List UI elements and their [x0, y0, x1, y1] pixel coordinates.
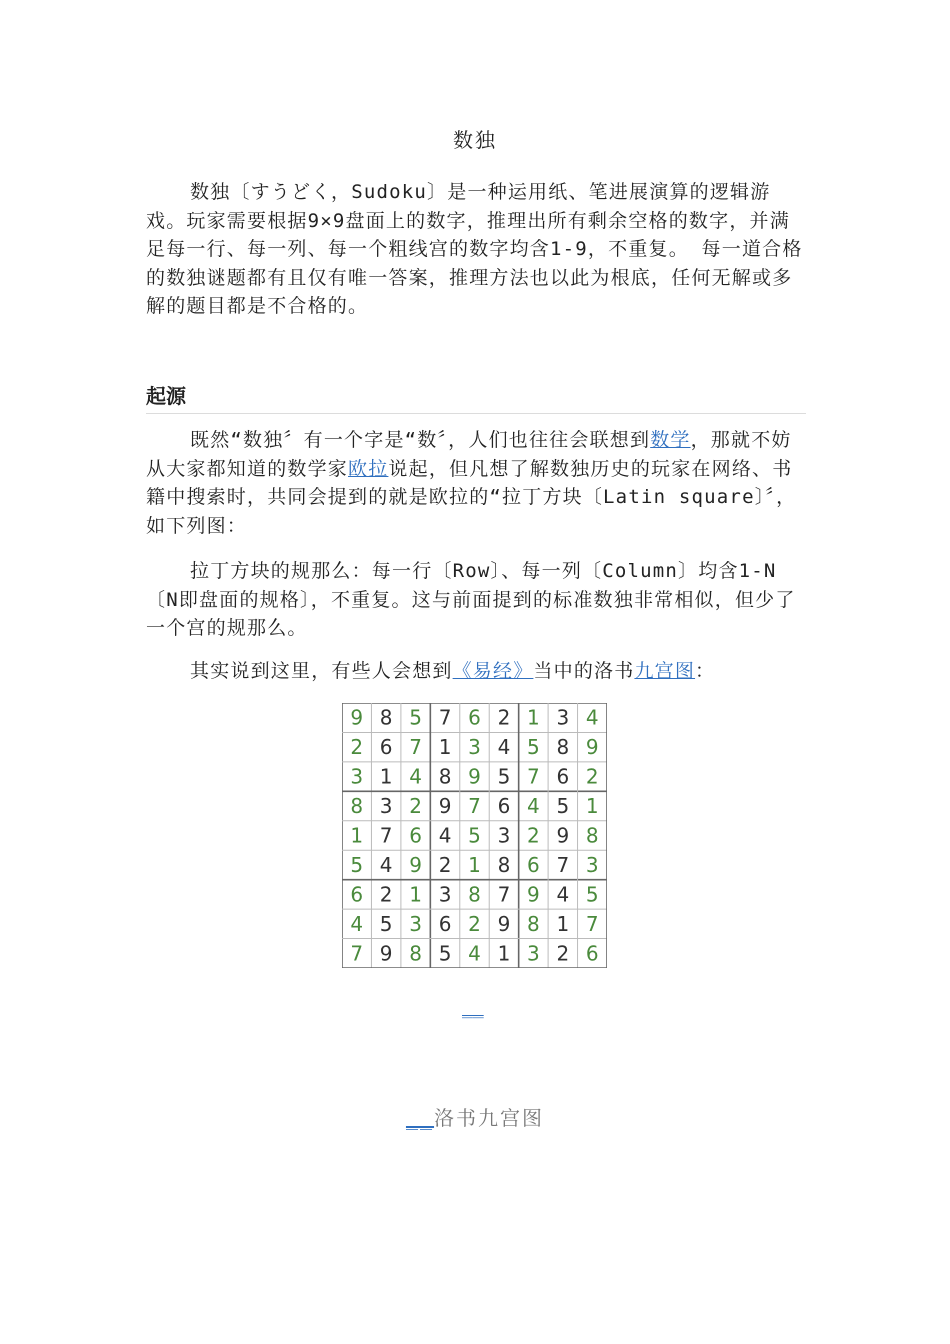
grid-cell-value: 3 [497, 823, 511, 848]
grid-cell-value: 3 [556, 705, 570, 730]
luoshu-text-1: 其实说到这里，有些人会想到 [190, 660, 453, 682]
grid-cell-value: 7 [438, 705, 452, 730]
origin-text-1: 既然“数独〞有一个字是“数〞，人们也往往会联想到 [190, 429, 651, 451]
intro-paragraph: 数独〔すうどく，Sudoku〕是一种运用纸、笔进展演算的逻辑游戏。玩家需要根据9×9盘面上的数字，推理出所有剩余空格的数字，并满足每一行、每一列、每一个粗线宫的数字均含1-9，不重复。 每一道合格的数独谜题都有且仅有唯一答案，推理方法也以此为根底，任何无解或多解的题目都是不合格的。 [146, 181, 803, 317]
section-divider [146, 413, 806, 414]
grid-cell-value: 7 [497, 882, 511, 907]
grid-cell-value: 6 [527, 852, 540, 877]
grid-cell-value: 3 [527, 941, 540, 966]
grid-cell-value: 4 [379, 852, 393, 877]
grid-cell-value: 8 [585, 823, 599, 848]
grid-cell-value: 3 [379, 794, 393, 819]
grid-cell-value: 2 [497, 705, 511, 730]
grid-cell-value: 1 [409, 882, 422, 907]
grid-cell-value: 2 [527, 823, 540, 848]
grid-cell-value: 8 [527, 911, 540, 936]
grid-cell-value: 5 [438, 941, 452, 966]
grid-cell-value: 1 [438, 735, 452, 760]
sudoku-grid [342, 703, 607, 968]
grid-cell-value: 4 [585, 705, 599, 730]
grid-cell-value: 9 [585, 735, 599, 760]
grid-cell-value: 5 [409, 705, 422, 730]
grid-cell-value: 1 [585, 794, 599, 819]
grid-cell-value: 3 [409, 911, 422, 936]
grid-cell-value: 6 [468, 705, 481, 730]
grid-cell-value: 9 [527, 882, 540, 907]
sudoku-grid-image [342, 703, 607, 968]
grid-cell-value: 6 [409, 823, 422, 848]
origin-paragraph [146, 426, 808, 540]
grid-cell-value: 9 [379, 941, 393, 966]
grid-cell-value: 8 [556, 735, 570, 760]
grid-cell-value: 9 [497, 911, 511, 936]
grid-cell-value: 5 [556, 794, 570, 819]
grid-cell-value: 1 [527, 705, 540, 730]
grid-cell-value: 7 [527, 764, 540, 789]
grid-cell-value: 5 [497, 764, 511, 789]
yijing-link[interactable]: 《易经》 [452, 660, 534, 682]
grid-cell-value: 4 [556, 882, 570, 907]
grid-cell-value: 8 [350, 794, 364, 819]
grid-cell-value: 1 [497, 941, 511, 966]
grid-cell-value: 1 [350, 823, 364, 848]
grid-cell-value: 6 [438, 911, 452, 936]
grid-cell-value: 7 [556, 852, 570, 877]
section-heading: 起源 [146, 384, 186, 408]
grid-cell-value: 7 [409, 735, 422, 760]
grid-cell-value: 2 [379, 882, 393, 907]
grid-cell-value: 2 [350, 735, 364, 760]
figure-caption [0, 1102, 950, 1131]
caption-link[interactable]: __ [405, 1106, 435, 1130]
grid-cell-value: 6 [556, 764, 570, 789]
latin-rule-paragraph: 拉丁方块的规那么：每一行〔Row〕、每一列〔Column〕均含1-N〔N即盘面的规格〕，不重复。这与前面提到的标准数独非常相似，但少了一个宫的规那么。 [146, 560, 796, 639]
grid-cell-value: 7 [350, 941, 364, 966]
image-link[interactable]: __ [462, 998, 484, 1019]
luoshu-text-3: ： [695, 660, 716, 682]
grid-cell-value: 1 [379, 764, 393, 789]
grid-cell-value: 4 [497, 735, 511, 760]
origin-text-2: ，那就不妨从大家都知道的数学家 [146, 429, 792, 480]
caption-text: 洛书九宫图 [434, 1106, 545, 1130]
grid-cell-value: 4 [409, 764, 422, 789]
grid-cell-value: 2 [409, 794, 422, 819]
grid-cell-value: 4 [350, 911, 364, 936]
grid-cell-value: 5 [468, 823, 481, 848]
grid-cell-value: 8 [438, 764, 452, 789]
grid-cell-value: 5 [379, 911, 393, 936]
grid-cell-value: 4 [438, 823, 452, 848]
grid-cell-value: 6 [379, 735, 393, 760]
luoshu-paragraph [146, 657, 808, 686]
grid-cell-value: 8 [468, 882, 481, 907]
grid-cell-value: 9 [556, 823, 570, 848]
grid-cell-value: 8 [497, 852, 511, 877]
grid-cell-value: 9 [409, 852, 422, 877]
grid-cell-value: 7 [468, 794, 481, 819]
page-title: 数独 [453, 128, 497, 152]
grid-cell-value: 9 [468, 764, 481, 789]
grid-cell-value: 7 [379, 823, 393, 848]
grid-cell-value: 9 [350, 705, 364, 730]
grid-cell-value: 4 [468, 941, 481, 966]
grid-cell-value: 2 [585, 764, 599, 789]
grid-cell-value: 1 [556, 911, 570, 936]
grid-cell-value: 3 [438, 882, 452, 907]
grid-cell-value: 6 [350, 882, 364, 907]
grid-cell-value: 3 [468, 735, 481, 760]
grid-cell-value: 6 [497, 794, 511, 819]
grid-cell-value: 3 [585, 852, 599, 877]
jiugong-link[interactable]: 九宫图 [634, 660, 696, 682]
grid-cell-value: 9 [438, 794, 452, 819]
grid-cell-value: 4 [527, 794, 540, 819]
grid-cell-value: 1 [468, 852, 481, 877]
grid-cell-value: 2 [438, 852, 452, 877]
grid-cell-value: 2 [556, 941, 570, 966]
math-link[interactable]: 数学 [650, 429, 691, 451]
luoshu-text-2: 当中的洛书 [533, 660, 635, 682]
grid-cell-value: 8 [409, 941, 422, 966]
grid-cell-value: 5 [350, 852, 364, 877]
grid-cell-value: 3 [350, 764, 364, 789]
grid-cell-value: 2 [468, 911, 481, 936]
grid-cell-value: 6 [585, 941, 599, 966]
origin-text-3: 说起，但凡想了解数独历史的玩家在网络、书籍中搜索时，共同会提到的就是欧拉的“拉丁方块〔Latin square〕〞，如下列图： [146, 457, 797, 537]
grid-cell-value: 7 [585, 911, 599, 936]
grid-cell-value: 8 [379, 705, 393, 730]
grid-cell-value: 5 [585, 882, 599, 907]
grid-cell-value: 5 [527, 735, 540, 760]
euler-link[interactable]: 欧拉 [348, 457, 389, 480]
